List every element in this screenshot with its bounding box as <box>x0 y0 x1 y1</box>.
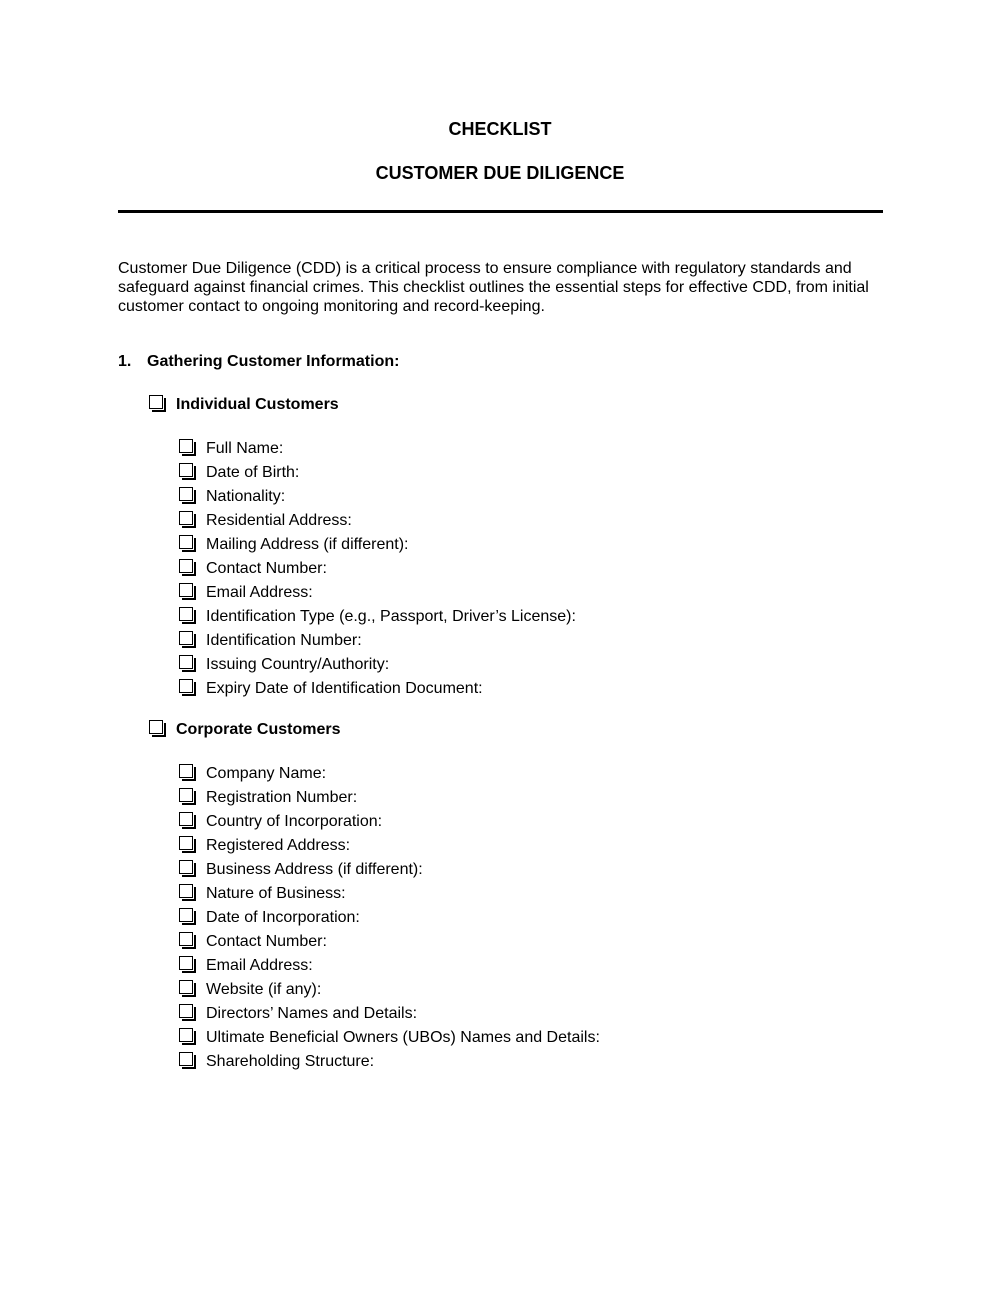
document-title: CHECKLIST <box>448 119 552 139</box>
item-label: Ultimate Beneficial Owners (UBOs) Names and Details: <box>206 1029 600 1046</box>
checklist-item-identification-number[interactable] <box>179 629 576 653</box>
checkbox-icon[interactable] <box>179 956 195 972</box>
item-label: Registration Number: <box>206 789 358 806</box>
item-label: Company Name: <box>206 765 327 782</box>
checkbox-icon[interactable] <box>149 720 165 736</box>
group-individual-customers[interactable] <box>149 395 339 415</box>
checkbox-icon[interactable] <box>179 932 195 948</box>
checkbox-icon[interactable] <box>179 1052 195 1068</box>
item-label: Nature of Business: <box>206 885 346 902</box>
checkbox-icon[interactable] <box>179 583 195 599</box>
item-label: Contact Number: <box>206 560 327 577</box>
checklist-item-full-name[interactable] <box>179 437 576 461</box>
item-label: Directors’ Names and Details: <box>206 1005 418 1022</box>
item-label: Country of Incorporation: <box>206 813 383 830</box>
item-label: Business Address (if different): <box>206 861 423 878</box>
checkbox-icon[interactable] <box>179 655 195 671</box>
checkbox-icon[interactable] <box>179 559 195 575</box>
section-number: 1. <box>118 353 132 370</box>
item-label: Email Address: <box>206 957 313 974</box>
item-label: Website (if any): <box>206 981 322 998</box>
checklist-item-date-of-birth[interactable] <box>179 461 576 485</box>
checkbox-icon[interactable] <box>179 788 195 804</box>
checkbox-icon[interactable] <box>179 511 195 527</box>
checklist-item-email-address[interactable] <box>179 581 576 605</box>
section-heading <box>118 352 399 372</box>
checklist-item-nature-of-business[interactable] <box>179 882 600 906</box>
checkbox-icon[interactable] <box>179 607 195 623</box>
item-label: Mailing Address (if different): <box>206 536 409 553</box>
intro-paragraph: Customer Due Diligence (CDD) is a critical process to ensure compliance with regulatory standards and safeguard against financial crimes. This checklist outlines the essential steps for effective CDD, from initial customer contact to ongoing monitoring and record-keeping. <box>118 260 869 315</box>
individual-customers-list <box>179 437 576 701</box>
checklist-item-corporate-contact-number[interactable] <box>179 930 600 954</box>
checkbox-icon[interactable] <box>179 1004 195 1020</box>
checkbox-icon[interactable] <box>179 535 195 551</box>
checkbox-icon[interactable] <box>179 980 195 996</box>
checklist-item-country-of-incorporation[interactable] <box>179 810 600 834</box>
checklist-item-residential-address[interactable] <box>179 509 576 533</box>
checklist-item-website[interactable] <box>179 978 600 1002</box>
checkbox-icon[interactable] <box>179 463 195 479</box>
checkbox-icon[interactable] <box>179 812 195 828</box>
section-title: Gathering Customer Information: <box>147 353 400 370</box>
checklist-item-registration-number[interactable] <box>179 786 600 810</box>
item-label: Registered Address: <box>206 837 351 854</box>
corporate-customers-list <box>179 762 600 1074</box>
checkbox-icon[interactable] <box>179 860 195 876</box>
document-subtitle: CUSTOMER DUE DILIGENCE <box>375 163 625 183</box>
item-label: Identification Number: <box>206 632 362 649</box>
item-label: Shareholding Structure: <box>206 1053 375 1070</box>
checklist-item-contact-number[interactable] <box>179 557 576 581</box>
checkbox-icon[interactable] <box>179 679 195 695</box>
checklist-item-nationality[interactable] <box>179 485 576 509</box>
item-label: Contact Number: <box>206 933 327 950</box>
checklist-item-directors[interactable] <box>179 1002 600 1026</box>
checklist-item-business-address[interactable] <box>179 858 600 882</box>
group-corporate-customers[interactable] <box>149 720 340 740</box>
checkbox-icon[interactable] <box>179 836 195 852</box>
item-label: Date of Birth: <box>206 464 300 481</box>
item-label: Full Name: <box>206 440 284 457</box>
checkbox-icon[interactable] <box>179 1028 195 1044</box>
checklist-item-ubos[interactable] <box>179 1026 600 1050</box>
item-label: Expiry Date of Identification Document: <box>206 680 483 697</box>
checklist-item-corporate-email-address[interactable] <box>179 954 600 978</box>
checkbox-icon[interactable] <box>149 395 165 411</box>
group-heading-label: Individual Customers <box>176 396 339 413</box>
item-label: Date of Incorporation: <box>206 909 360 926</box>
checklist-item-registered-address[interactable] <box>179 834 600 858</box>
item-label: Nationality: <box>206 488 286 505</box>
checkbox-icon[interactable] <box>179 487 195 503</box>
checklist-item-identification-type[interactable] <box>179 605 576 629</box>
checklist-item-date-of-incorporation[interactable] <box>179 906 600 930</box>
checklist-item-issuing-country[interactable] <box>179 653 576 677</box>
checkbox-icon[interactable] <box>179 631 195 647</box>
group-heading-label: Corporate Customers <box>176 721 341 738</box>
checkbox-icon[interactable] <box>179 439 195 455</box>
item-label: Residential Address: <box>206 512 352 529</box>
checklist-item-company-name[interactable] <box>179 762 600 786</box>
checkbox-icon[interactable] <box>179 908 195 924</box>
item-label: Identification Type (e.g., Passport, Driver’s License): <box>206 608 576 625</box>
item-label: Issuing Country/Authority: <box>206 656 390 673</box>
checklist-item-expiry-date[interactable] <box>179 677 576 701</box>
checkbox-icon[interactable] <box>179 764 195 780</box>
checklist-item-shareholding-structure[interactable] <box>179 1050 600 1074</box>
title-divider <box>118 210 883 213</box>
checklist-item-mailing-address[interactable] <box>179 533 576 557</box>
item-label: Email Address: <box>206 584 313 601</box>
checkbox-icon[interactable] <box>179 884 195 900</box>
